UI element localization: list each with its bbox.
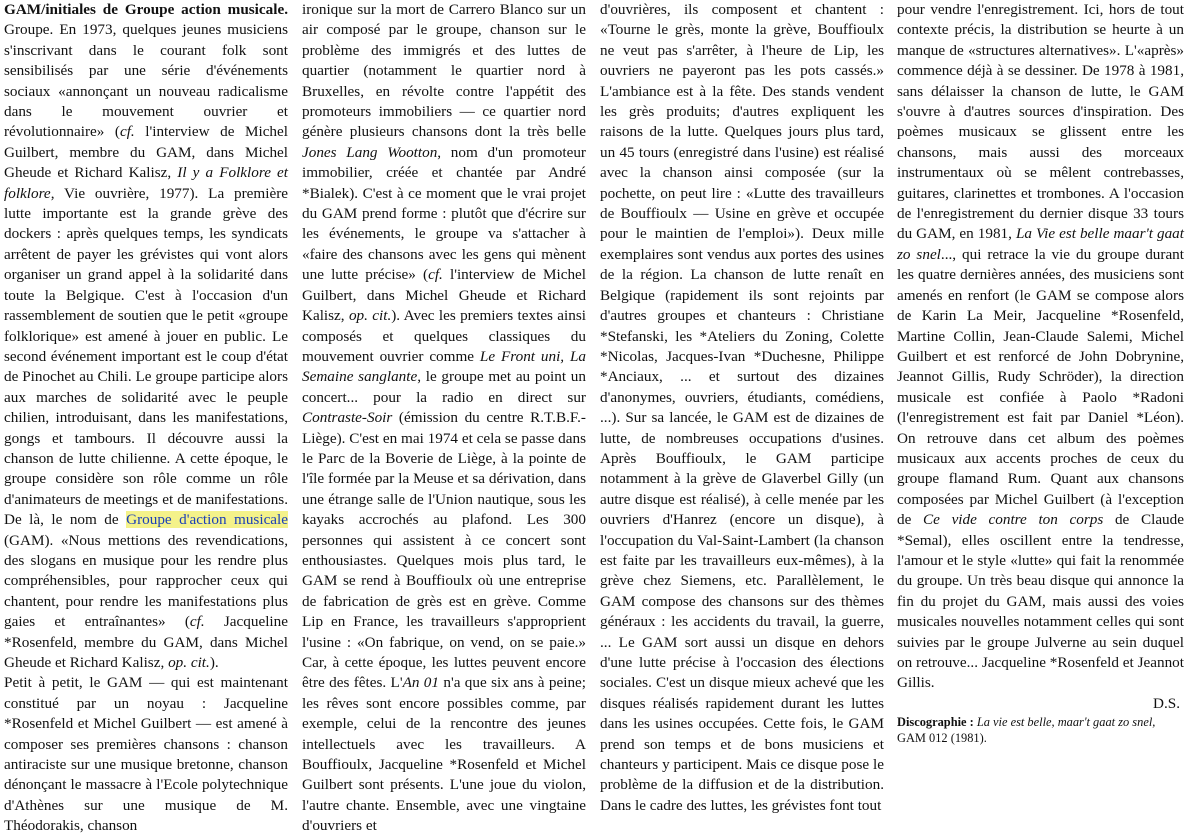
text-run: ironique sur la mort de Carrero Blanco sur un air composé par le groupe, chanson sur le problème des immigrés et des luttes de quartier (notamment le quartier nord à Bruxelles, en révolte contre l'appétit des promoteurs immobiliers — ce quartier nord génère plusieurs chansons dont la très belle xyxy=(302,1,586,141)
text-run: l'interview de Michel Guilbert, dans Michel Gheude et Richard Kalisz, xyxy=(302,266,586,325)
text-run: cf. xyxy=(189,613,205,631)
entry-paragraph xyxy=(4,0,288,673)
text-run: op. cit. xyxy=(348,307,392,325)
text-run: (émission du centre R.T.B.F.-Liège). C'est en mai 1974 et cela se passe dans le Parc de la Boverie de Liège, à la pointe de l'île formée par la Meuse et sa dérivation, dans une étrange salle de l'Union nautique, sous les kayaks accrochés au plafond. Les 300 personnes qui assistent à ce concert sont enthousiastes. Quelques mois plus tard, le GAM se rend à Bouffioulx où une entreprise de fabrication de grès est en grève. Comme Lip en France, les travailleurs s'approprient l'usine : «On fabrique, on vend, on se paie.» Car, à cette époque, les luttes peuvent encore être des fêtes. L' xyxy=(302,409,586,692)
text-run: ..., qui retrace la vie du groupe durant les quatre dernières années, des musiciens sont amenés en renfort (le GAM se compose alors de Karin La Meir, Jacqueline *Rosenfeld, Martine Collin, Jean-Claude Salemi, Michel Guilbert et est renforcé de John Dobrynine, Jeannot Gillis, Rudy Schröder), la direction musicale est confiée à Paolo *Radoni (l'enregistrement est fait par Daniel *Léon). On retrouve dans cet album des poèmes musicaux aux accents proches de ceux du groupe flamand Rum. Quant aux chansons composées par Michel Guilbert (à l'exception de xyxy=(897,245,1184,529)
entry-paragraph: d'ouvrières, ils composent et chantent : «Tourne le grès, monte la grève, Bouffioulx ne veut pas s'arrêter, à l'heure de Lip, les ouvriers ne payeront pas les pots cassés.» L'ambiance est à la fête. Des stands vendent les grès produits; d'autres expliquent les raisons de la lutte. Quelques jours plus tard, un 45 tours (enregistré dans l'usine) est réalisé avec la chanson ainsi composée (sur la pochette, on peut lire : «Lutte des travailleurs de Bouffioulx — Usine en grève et occupée pour le maintien de l'emploi»). Deux mille exemplaires sont vendus aux portes des usines de la région. La chanson de lutte renaît en Belgique (rapidement ils sont rejoints par d'autres groupes et chanteurs : Christiane *Stefanski, les *Ateliers du Zoning, Colette *Nicolas, Jacques-Ivan *Duchesne, Philippe *Anciaux, ... et surtout des dizaines d'anonymes, ouvriers, étudiants, comédiens, ...). Sur sa lancée, le GAM est de dizaines de lutte, de nombreuses occupations d'usines. Après Bouffioulx, le GAM participe notamment à la grève de Glaverbel Gilly (un autre disque est réalisé), à celle menée par les ouvriers d'Hanrez (encore un disque), à l'occupation du Val-Saint-Lambert (la chanson est faite par les travailleurs eux-mêmes), à la grève chez Siemens, etc. Parallèlement, le GAM compose des chansons sur des thèmes généraux : les accidents du travail, la guerre, ... Le GAM sort aussi un disque en dehors d'une lutte précise à l'occasion des élections sociales. C'est un disque mieux achevé que les disques réalisés rapidement durant les luttes dans les usines occupées. Cette fois, le GAM prend son temps et de bons musiciens et chanteurs y participent. Mais ce disque pose le problème de la diffusion et de la distribution. Dans le cadre des luttes, les grévistes font tout xyxy=(600,1,884,814)
column-1 xyxy=(4,0,289,835)
entry-paragraph xyxy=(302,0,586,837)
book-title: Il y a Folklore et folklore xyxy=(4,164,288,202)
text-run: (GAM). «Nous mettions des revendications, des slogans en musique pour les rendre plus compréhensibles, pour rapprocher ceux qui chantent, pour rendre les manifestations plus gaies et entraînantes» ( xyxy=(4,531,288,631)
column-4 xyxy=(897,0,1184,746)
text-run: l'interview de Michel Guilbert, membre du GAM, dans Michel Gheude et Richard Kalisz, xyxy=(4,123,288,182)
catalog-ref: GAM 012 (1981). xyxy=(897,731,987,746)
column-3 xyxy=(600,0,884,814)
program-title: Contraste-Soir xyxy=(302,409,393,427)
album-title: La Vie est belle maar't gaat zo snel xyxy=(897,225,1184,263)
text-run: cf. xyxy=(428,266,443,284)
highlighted-term[interactable]: Groupe d'action musicale xyxy=(126,511,289,529)
text-run: ). Avec les premiers textes ainsi composés et quelques classiques du mouvement ouvrier comme xyxy=(302,307,586,365)
text-run: , Vie ouvrière, 1977). La première lutte importante est la grande grève des dockers : après quelques temps, les syndicats arrêtent de payer les grévistes qui vont alors organiser un grand appel à la solidarité dans toute la Belgique. C'est à l'occasion d'un rassemblement de soutien que le petit «groupe folklorique» est amené à jouer en public. Le second événement important est le coup d'état de Pinochet au Chili. Le groupe participe alors aux marches de solidarité avec le peuple chilien, introduisant, dans les manifestations, gongs et tambours. Il découvre aussi la chanson de lutte chilienne. A cette époque, le groupe considère son rôle comme un rôle d'animateurs de meetings et de manifestations. De là, le nom de xyxy=(4,184,288,529)
text-run: ). xyxy=(209,654,219,671)
text-run: n'a que six ans à peine; les rêves sont encore possibles comme, par exemple, celui de la rencontre des jeunes intellectuels avec les travailleurs. A Bouffioulx, Jacqueline *Rosenfeld et Michel Guilbert sont présents. L'une joue du violon, l'autre chante. Ensemble, avec une vingtaine d'ouvriers et xyxy=(302,674,586,835)
discography xyxy=(897,714,1184,746)
entry-paragraph xyxy=(897,0,1184,694)
song-title: Jones Lang Wootton xyxy=(302,143,438,161)
entry-headword: GAM/initiales de Groupe action musicale. xyxy=(4,1,288,18)
text-run: pour vendre l'enregistrement. Ici, hors de tout contexte précis, la distribution se heurte à un manque de «structures alternatives». L'«après» commence déjà à se dessiner. De 1978 à 1981, sans délaisser la chanson de lutte, le GAM s'ouvre à d'autres sources d'inspiration. Des poèmes musicaux se glissent entre les chansons, mais aussi des morceaux instrumentaux où se mêlent contrebasses, guitares, clarinettes et trombones. A l'occasion de l'enregistrement du dernier disque 33 tours du GAM, en 1981, xyxy=(897,1,1184,243)
song-title: Le Front uni, La Semaine sanglante xyxy=(302,347,587,386)
text-run: , le groupe met au point un concert... pour la radio en direct sur xyxy=(302,368,586,406)
film-title: An 01 xyxy=(402,674,439,692)
text-run: de Claude *Semal), elles oscillent entre la tendresse, l'amour et le style «lutte» qui fait la renommée du groupe. Un très beau disque qui annonce la fin du projet du GAM, mais aussi des voies musicales nouvelles notamment celles qui sont suivies par le groupe Julverne au sein duquel on retrouve... Jacqueline *Rosenfeld et Jeannot Gillis. xyxy=(897,511,1184,692)
text-run: Groupe. En 1973, quelques jeunes musiciens s'inscrivant dans le courant folk sont sensibilisés par une série d'événements sociaux «annonçant un nouveau radicalisme dans le mouvement ouvrier et révolutionnaire» ( xyxy=(4,21,288,141)
song-title: Ce vide contre ton corps xyxy=(923,511,1104,529)
text-run: cf. xyxy=(119,123,135,141)
text-run: , nom d'un promoteur immobilier, créée et chantée par André *Bialek). C'est à ce moment que le vrai projet du GAM prend forme : plutôt que d'écrire sur les événements, le groupe va s'attacher à «faire des chansons avec les gens qui mènent une lutte précise» ( xyxy=(302,143,586,284)
album-title: La vie est belle, maar't gaat zo snel, xyxy=(973,715,1156,730)
author-signature: D.S. xyxy=(1152,694,1180,712)
discography-label: Discographie : xyxy=(897,715,974,730)
entry-paragraph: Petit à petit, le GAM — qui est maintenant constitué par un noyau : Jacqueline *Rosenfeld et Michel Guilbert — est amené à composer ses premières chansons : chanson antiraciste sur une musique bretonne, chanson dénonçant le massacre à l'Ecole polytechnique d'Athènes sur une musique de M. Théodorakis, chanson xyxy=(4,674,288,835)
column-2 xyxy=(302,0,587,835)
text-run: Jacqueline *Rosenfeld, membre du GAM, dans Michel Gheude et Richard Kalisz, xyxy=(4,613,288,671)
text-run: op. cit. xyxy=(168,654,210,671)
